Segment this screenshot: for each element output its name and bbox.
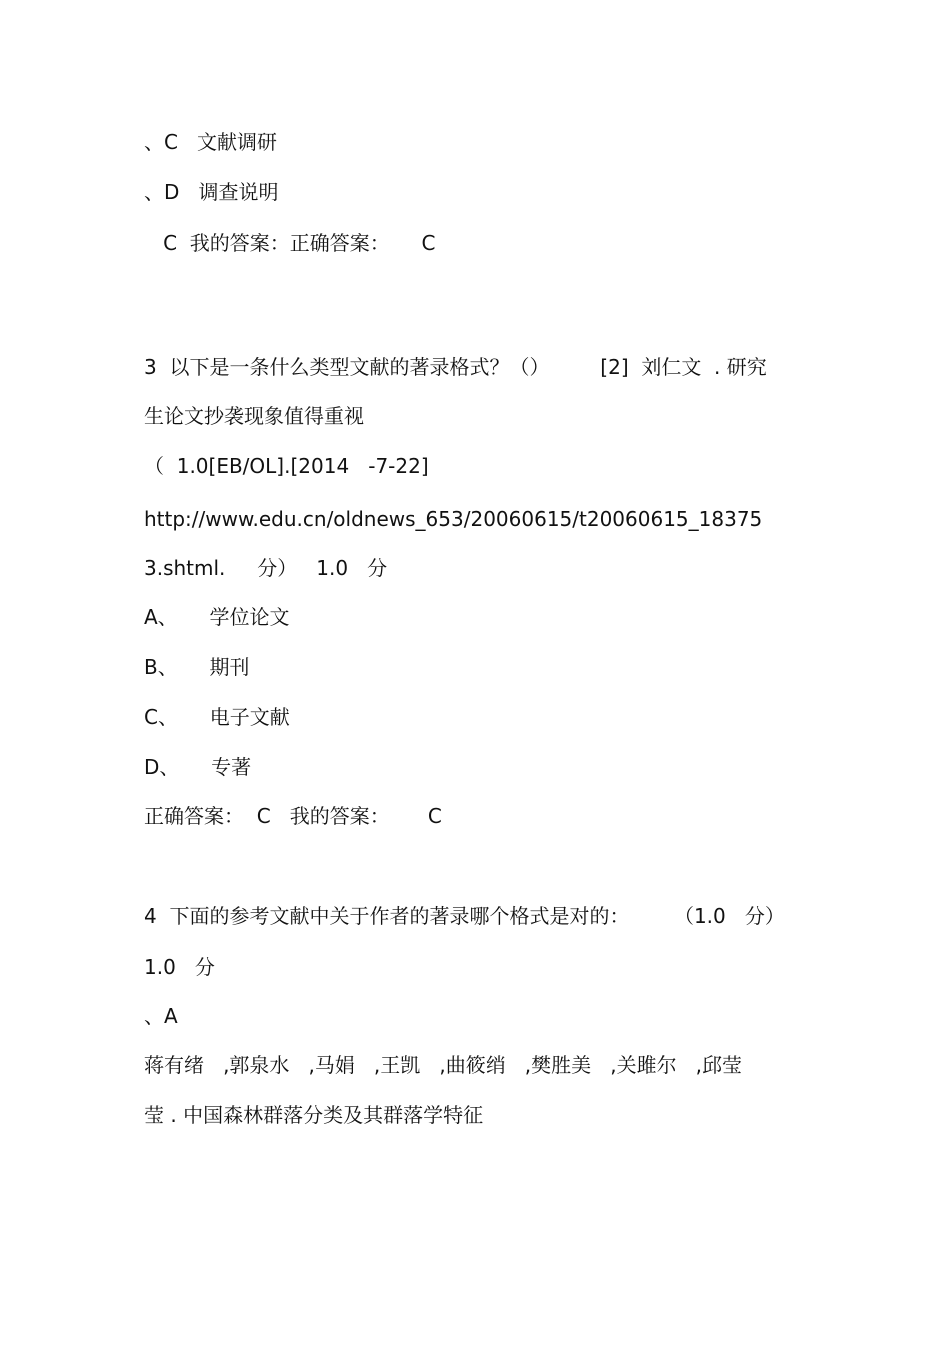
option-d-line: 、D 调查说明 bbox=[144, 180, 279, 204]
question-3-score: 3.shtml. 分） 1.0 分 bbox=[144, 556, 388, 580]
question-4-text: 4 下面的参考文献中关于作者的著录哪个格式是对的： （1.0 分） bbox=[144, 904, 785, 928]
question-3-text: 3 以下是一条什么类型文献的著录格式？（） [2] 刘仁文 . 研究 bbox=[144, 355, 767, 379]
option-b: B、 期刊 bbox=[144, 655, 250, 679]
question-4-score: 1.0 分 bbox=[144, 955, 215, 979]
option-c-line: 、C 文献调研 bbox=[144, 130, 278, 154]
option-c: C、 电子文献 bbox=[144, 705, 290, 729]
question-3-url: http://www.edu.cn/oldnews_653/20060615/t20060615_18375 bbox=[144, 507, 763, 531]
question-3-citation: （ 1.0[EB/OL].[2014 -7-22] bbox=[144, 454, 429, 478]
question-4-title: 莹 . 中国森林群落分类及其群落学特征 bbox=[144, 1103, 484, 1127]
question-3-text-cont: 生论文抄袭现象值得重视 bbox=[144, 404, 364, 428]
question-4-option-a: 、A bbox=[144, 1004, 178, 1028]
option-d: D、 专著 bbox=[144, 755, 252, 779]
option-a: A、 学位论文 bbox=[144, 605, 290, 629]
question-3-answer: 正确答案： C 我的答案： C bbox=[144, 804, 442, 828]
question-4-authors: 蒋有绪 ,郭泉水 ,马娟 ,王凯 ,曲筱绡 ,樊胜美 ,关雎尔 ,邱莹 bbox=[144, 1053, 743, 1077]
answer-line: C 我的答案：正确答案： C bbox=[144, 231, 436, 255]
